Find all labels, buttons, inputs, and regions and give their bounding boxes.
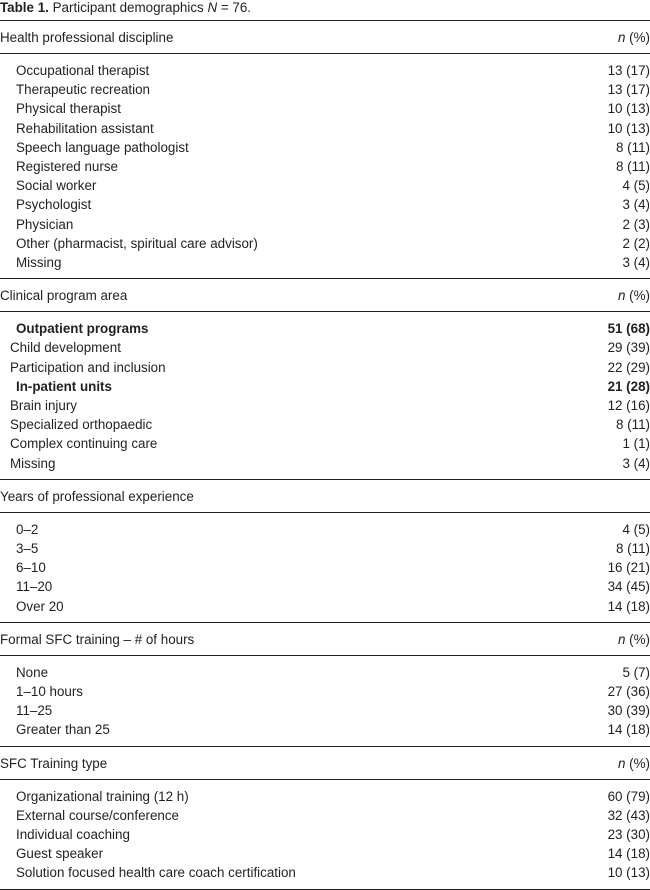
row-value: 14 (18) <box>607 846 650 862</box>
row-label: Organizational training (12 h) <box>16 788 189 804</box>
header-percent: (%) <box>629 288 650 304</box>
section-header-rule <box>0 512 650 513</box>
row-value: 32 (43) <box>607 807 650 823</box>
table-row <box>0 80 650 99</box>
header-n-symbol: n <box>617 288 626 304</box>
row-label: Complex continuing care <box>10 436 158 452</box>
caption-n-value: = 76. <box>220 0 252 15</box>
row-value: 13 (17) <box>607 82 650 98</box>
row-label: Occupational therapist <box>16 63 150 78</box>
table-row <box>0 61 650 80</box>
table-row <box>0 195 650 214</box>
section-header: Clinical program area <box>0 288 128 304</box>
table-row <box>0 253 650 272</box>
row-label: Outpatient programs <box>16 321 149 337</box>
row-label: Social worker <box>16 178 97 194</box>
table-row <box>0 338 650 357</box>
table-row <box>0 663 650 682</box>
row-label: Participation and inclusion <box>10 359 166 375</box>
row-value: 27 (36) <box>607 684 650 699</box>
table-row <box>0 577 650 596</box>
header-percent: (%) <box>629 755 650 771</box>
row-label: Guest speaker <box>16 846 104 862</box>
row-value: 3 (4) <box>622 197 650 213</box>
row-value: 60 (79) <box>607 788 650 804</box>
section-header-row <box>0 286 650 305</box>
row-label: Specialized orthopaedic <box>10 417 153 433</box>
row-value: 4 (5) <box>622 178 650 194</box>
row-value: 8 (11) <box>616 541 650 556</box>
section-header-value <box>618 630 650 649</box>
row-value: 8 (11) <box>616 139 650 155</box>
table-row <box>0 539 650 558</box>
section-header: Health professional discipline <box>0 30 174 45</box>
table-row <box>0 138 650 157</box>
section-bottom-rule <box>0 622 650 623</box>
section-header-value <box>618 28 650 47</box>
row-label: Rehabilitation assistant <box>16 120 154 136</box>
table-row <box>0 358 650 377</box>
row-value: 8 (11) <box>616 417 650 433</box>
section-bottom-rule <box>0 746 650 747</box>
row-label: Brain injury <box>10 398 77 413</box>
row-label: 11–20 <box>16 579 53 595</box>
section-header-value <box>618 286 650 305</box>
row-value: 8 (11) <box>616 159 650 174</box>
row-value: 22 (29) <box>607 359 650 375</box>
section-header: Years of professional experience <box>0 488 194 504</box>
row-label: Solution focused health care coach certification <box>16 865 296 881</box>
header-n-symbol: n <box>617 755 626 771</box>
section-header-row <box>0 28 650 47</box>
row-value: 4 (5) <box>622 521 650 537</box>
row-value: 13 (17) <box>607 63 650 78</box>
row-value: 30 (39) <box>607 703 650 719</box>
row-value: 14 (18) <box>607 722 650 738</box>
section-header: Formal SFC training – # of hours <box>0 631 195 647</box>
table-caption <box>0 0 251 18</box>
row-label: 3–5 <box>16 541 39 556</box>
row-label: External course/conference <box>16 807 180 823</box>
section-header-row <box>0 754 650 773</box>
row-label: Therapeutic recreation <box>16 82 150 98</box>
table-row <box>0 558 650 577</box>
section-header: SFC Training type <box>0 755 108 771</box>
section-bottom-rule <box>0 278 650 279</box>
table-row <box>0 215 650 234</box>
table-row <box>0 119 650 138</box>
section-header-rule <box>0 53 650 54</box>
table-top-rule <box>0 20 650 21</box>
table-row <box>0 806 650 825</box>
row-label: Other (pharmacist, spiritual care advisor) <box>16 235 258 251</box>
row-label: Missing <box>10 455 56 471</box>
row-value: 2 (3) <box>622 216 650 232</box>
row-label: Registered nurse <box>16 159 118 174</box>
row-label: None <box>16 664 49 680</box>
table-row <box>0 157 650 176</box>
row-label: 11–25 <box>16 703 53 719</box>
row-label: Over 20 <box>16 598 64 614</box>
table-row <box>0 319 650 338</box>
table-row <box>0 454 650 473</box>
row-value: 10 (13) <box>607 120 650 136</box>
table-row <box>0 701 650 720</box>
row-label: 1–10 hours <box>16 684 84 699</box>
header-n-symbol: n <box>617 631 626 647</box>
table-row <box>0 434 650 453</box>
row-value: 21 (28) <box>607 378 650 394</box>
row-value: 1 (1) <box>622 436 650 452</box>
section-header-row <box>0 487 650 506</box>
table-row <box>0 396 650 415</box>
row-label: 6–10 <box>16 560 46 576</box>
table-row <box>0 176 650 195</box>
table-row <box>0 520 650 539</box>
section-header-rule <box>0 655 650 656</box>
section-bottom-rule <box>0 889 650 890</box>
section-header-rule <box>0 311 650 312</box>
table-row <box>0 825 650 844</box>
row-value: 5 (7) <box>622 664 650 680</box>
row-value: 3 (4) <box>622 255 650 270</box>
row-value: 10 (13) <box>607 101 650 117</box>
row-label: In-patient units <box>16 378 112 394</box>
row-value: 23 (30) <box>607 827 650 842</box>
table-row <box>0 99 650 118</box>
row-value: 51 (68) <box>607 321 650 337</box>
row-value: 2 (2) <box>622 235 650 251</box>
row-label: Missing <box>16 255 62 270</box>
row-label: Physical therapist <box>16 101 121 117</box>
row-label: Physician <box>16 216 74 232</box>
row-label: Greater than 25 <box>16 722 110 738</box>
table-row <box>0 682 650 701</box>
table-row <box>0 597 650 616</box>
table-row <box>0 720 650 739</box>
row-value: 10 (13) <box>607 865 650 881</box>
caption-text: Participant demographics <box>52 0 204 15</box>
table-row <box>0 863 650 882</box>
row-label: 0–2 <box>16 521 39 537</box>
row-value: 29 (39) <box>607 340 650 356</box>
section-header-value <box>618 754 650 773</box>
caption-n-symbol: N <box>207 0 218 15</box>
header-percent: (%) <box>629 631 650 647</box>
header-n-symbol: n <box>617 30 626 45</box>
section-header-rule <box>0 779 650 780</box>
table-row <box>0 415 650 434</box>
caption-label: Table 1. <box>0 0 49 15</box>
row-value: 16 (21) <box>607 560 650 576</box>
table-row <box>0 234 650 253</box>
section-bottom-rule <box>0 479 650 480</box>
row-value: 12 (16) <box>607 398 650 413</box>
row-value: 3 (4) <box>622 455 650 471</box>
row-value: 34 (45) <box>607 579 650 595</box>
row-label: Speech language pathologist <box>16 139 189 155</box>
table-row <box>0 844 650 863</box>
row-label: Child development <box>10 340 121 356</box>
row-value: 14 (18) <box>607 598 650 614</box>
table-row <box>0 377 650 396</box>
row-label: Individual coaching <box>16 827 130 842</box>
row-label: Psychologist <box>16 197 92 213</box>
table-row <box>0 787 650 806</box>
header-percent: (%) <box>629 30 650 45</box>
section-header-row <box>0 630 650 649</box>
